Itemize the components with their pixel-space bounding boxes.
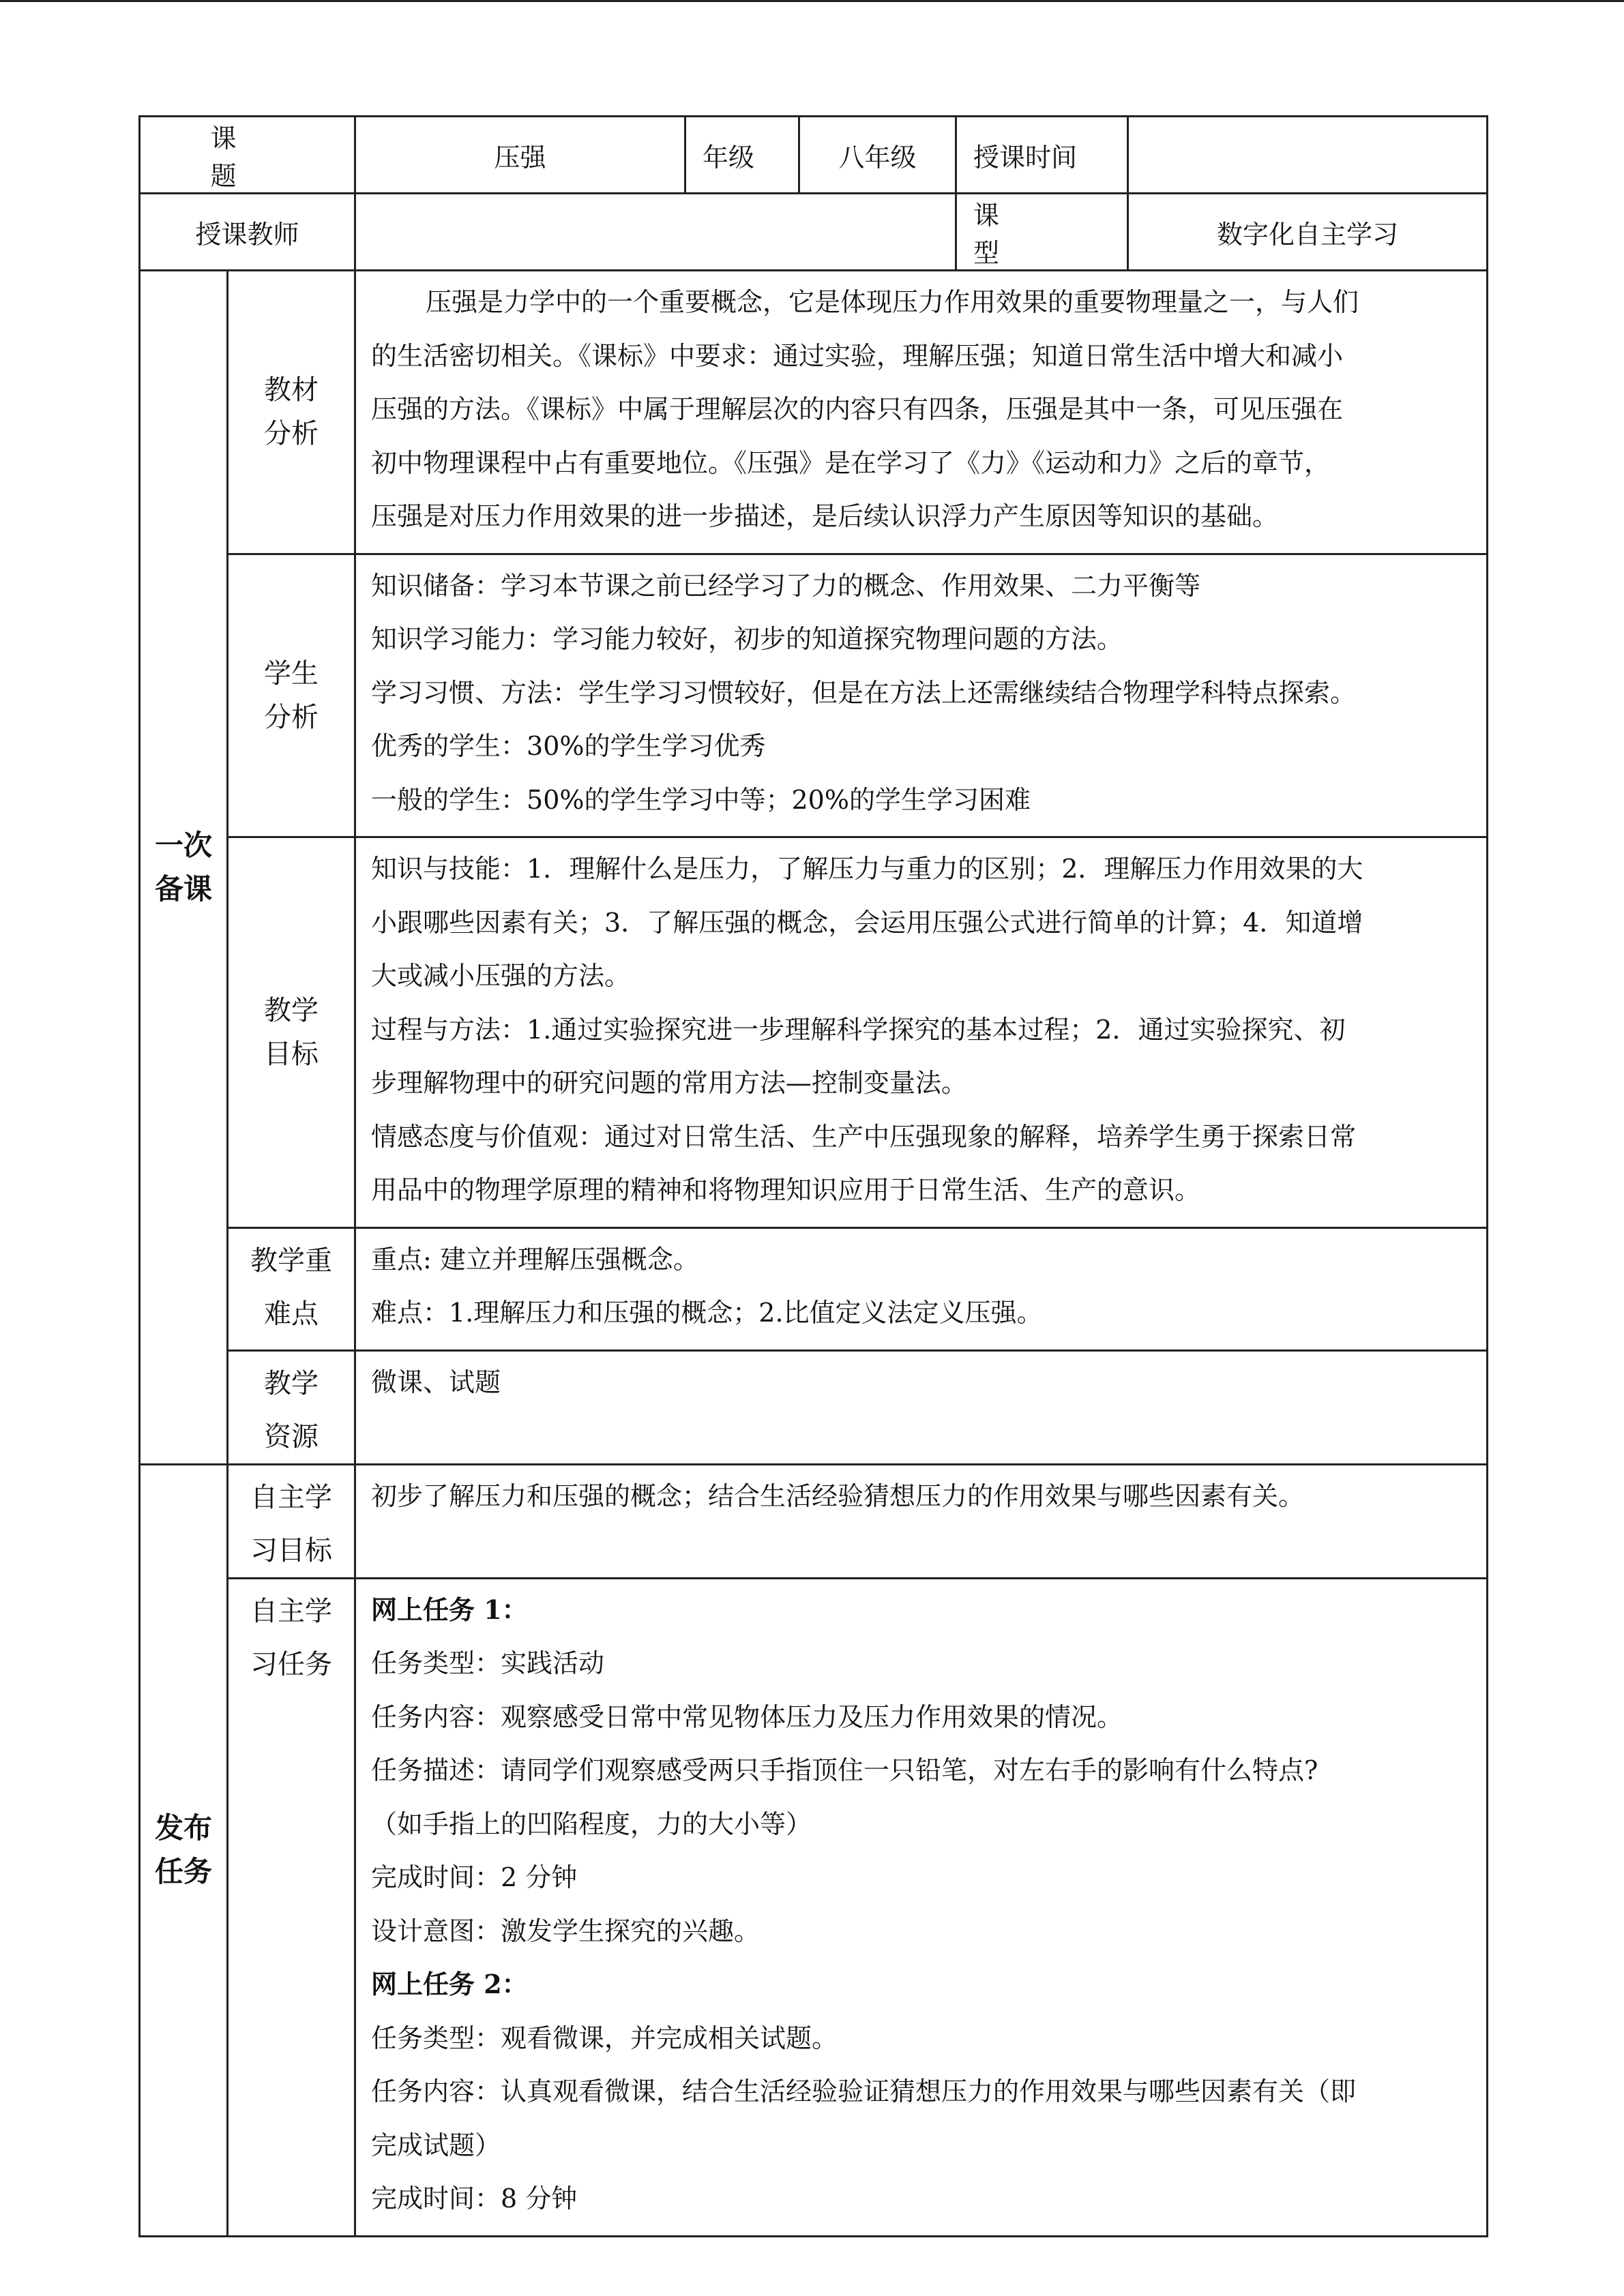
textbook-row (140, 271, 1488, 554)
keypoints-content: 重点: 建立并理解压强概念。 难点：1.理解压力和压强的概念；2.比值定义法定义压强。 (355, 1227, 1488, 1350)
resources-row (140, 1350, 1488, 1464)
goals-content: 知识与技能：1．理解什么是压力，了解压力与重力的区别；2．理解压力作用效果的大 小跟哪些因素有关；3．了解压强的概念，会运用压强公式进行简单的计算；4．知道增 大或减小压强的方法。 过程与方法：1.通过实验探究进一步理解科学探究的基本过程；2．通过实验探究、初 步理解物理中的研究问题的常用方法—控制变量法。 情感态度与价值观：通过对日常生活、生产中压强现象的解释，培养学生勇于探索日常 用品中的物理学原理的精神和将物理知识应用于日常生活、生产的意识。 (355, 837, 1488, 1228)
objective-content: 初步了解压力和压强的概念；结合生活经验猜想压力的作用效果与哪些因素有关。 (355, 1464, 1488, 1578)
students-content: 知识储备：学习本节课之前已经学习了力的概念、作用效果、二力平衡等 知识学习能力：学习能力较好，初步的知道探究物理问题的方法。 学习习惯、方法：学生学习习惯较好，但是在方法上还需继续结合物理学科特点探索。 优秀的学生：30%的学生学习优秀 一般的学生：50%的学生学习中等；20%的学生学习困难 (355, 554, 1488, 837)
tasks-content: 网上任务 1： 任务类型：实践活动 任务内容：观察感受日常中常见物体压力及压力作用效果的情况。 任务描述：请同学们观察感受两只手指顶住一只铅笔，对左右手的影响有什么特点? （如手指上的凹陷程度，力的大小等） 完成时间：2 分钟 设计意图：激发学生探究的兴趣。 网上任务 2： 任务类型：观看微课，并完成相关试题。 任务内容：认真观看微课，结合生活经验验证猜想压力的作用效果与哪些因素有关（即 完成试题） 完成时间：8 分钟 (355, 1578, 1488, 2236)
teacher-value (355, 194, 956, 271)
goals-label: 教学 目标 (228, 837, 355, 1228)
task1-title: 网上任务 1： (371, 1594, 528, 1625)
topic-value: 压强 (355, 117, 685, 194)
grade-value: 八年级 (799, 117, 956, 194)
teacher-label: 授课教师 (140, 194, 355, 271)
type-value: 数字化自主学习 (1128, 194, 1488, 271)
students-label: 学生 分析 (228, 554, 355, 837)
resources-label: 教学 资源 (228, 1350, 355, 1464)
section-prep-label: 一次 备课 (140, 271, 228, 1465)
resources-content: 微课、试题 (355, 1350, 1488, 1464)
textbook-label: 教材 分析 (228, 271, 355, 554)
task2-title: 网上任务 2： (371, 1969, 528, 1999)
textbook-content: 压强是力学中的一个重要概念，它是体现压力作用效果的重要物理量之一，与人们 的生活密切相关。《课标》中要求：通过实验，理解压强；知道日常生活中增大和减小 压强的方法。《课标》中属于理解层次的内容只有四条，压强是其中一条，可见压强在 初中物理课程中占有重要地位。《压强》是在学习了《力》《运动和力》之后的章节， 压强是对压力作用效果的进一步描述，是后续认识浮力产生原因等知识的基础。 (355, 271, 1488, 554)
topic-label: 课 题 (140, 117, 355, 194)
grade-label: 年级 (685, 117, 799, 194)
objective-label: 自主学 习目标 (228, 1464, 355, 1578)
page-top-border (0, 0, 1624, 2)
header-row-1 (140, 117, 1488, 194)
lesson-plan-table (138, 115, 1488, 2237)
students-row (140, 554, 1488, 837)
tasks-row (140, 1578, 1488, 2236)
section-tasks-label: 发布 任务 (140, 1464, 228, 2236)
header-row-2 (140, 194, 1488, 271)
keypoints-row (140, 1227, 1488, 1350)
objective-row (140, 1464, 1488, 1578)
time-value (1128, 117, 1488, 194)
type-label: 课 型 (956, 194, 1128, 271)
time-label: 授课时间 (956, 117, 1128, 194)
goals-row (140, 837, 1488, 1228)
keypoints-label: 教学重 难点 (228, 1227, 355, 1350)
tasks-label: 自主学 习任务 (228, 1578, 355, 2236)
